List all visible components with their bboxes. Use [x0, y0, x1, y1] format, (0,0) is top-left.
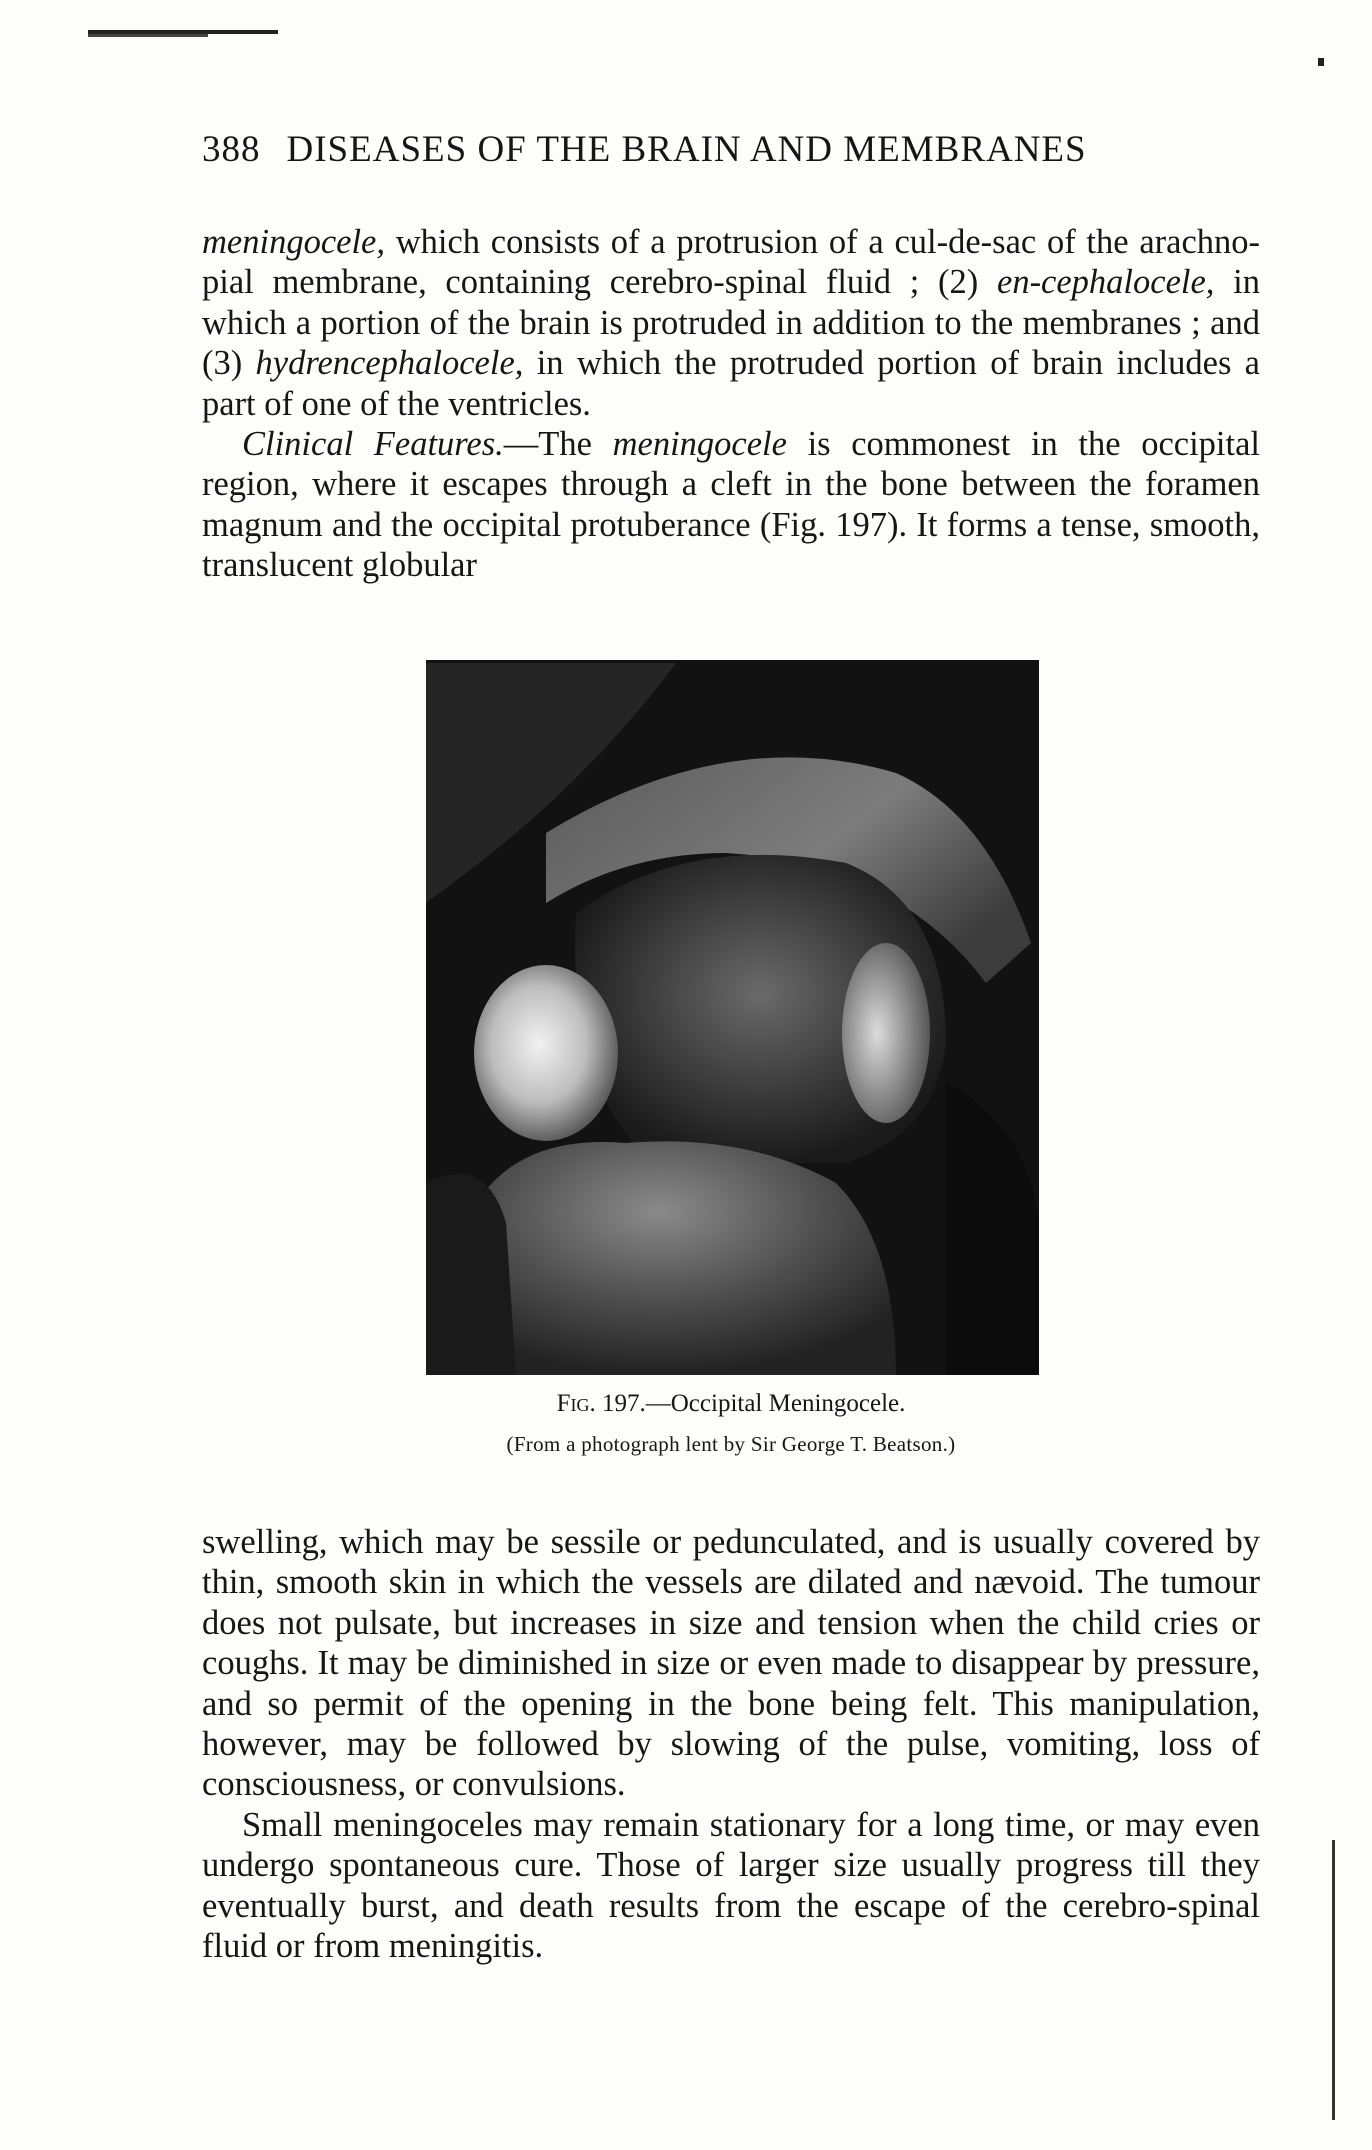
text-run: in which a portion of the brain is protruded in addition to the membranes ; and (3)	[202, 263, 1260, 383]
page-number: 388	[202, 129, 261, 170]
figure-label: Fig. 197.	[556, 1390, 646, 1417]
paragraph: Small meningoceles may remain stationary for a long time, or may even undergo spontaneous cure. Those of larger size usually progress till they eventually burst, and death results from the escape of the cerebro-spinal fluid or from meningitis.	[202, 1805, 1260, 1966]
figure-title: —Occipital Meningocele.	[645, 1390, 906, 1417]
term: meningocele	[612, 425, 787, 464]
body-text-bottom	[202, 1522, 1260, 1966]
body-text-top	[202, 222, 1260, 586]
text-run: in which the protruded portion of brain includes a part of one of the ventricles.	[202, 344, 1260, 423]
scan-mark	[88, 34, 208, 37]
term: hydrencephalocele,	[255, 344, 524, 383]
term: en-cephalocele,	[997, 263, 1215, 302]
term: meningocele,	[202, 223, 385, 261]
scan-margin-rule	[1332, 1840, 1335, 2120]
text-run: —The	[503, 425, 613, 464]
paragraph	[202, 222, 1260, 424]
running-header	[202, 128, 1260, 178]
text-run: is commonest in the occipital region, where it escapes through a cleft in the bone between the foramen magnum and the occipital protuberance (Fig. 197). It forms a tense, smooth, translucent globular	[202, 425, 1260, 585]
text-run: which consists of a protrusion of a cul-de-sac of the arachno-pial membrane, containing cerebro-spinal fluid ; (2)	[202, 223, 1260, 302]
paragraph	[202, 424, 1260, 586]
figure-credit: (From a photograph lent by Sir George T. Beatson.)	[506, 1432, 956, 1456]
section-heading: Clinical Features.	[242, 425, 504, 464]
figure-photograph	[426, 660, 1039, 1375]
paragraph: swelling, which may be sessile or pedunculated, and is usually covered by thin, smooth skin in which the vessels are dilated and nævoid. The tumour does not pulsate, but increases in size and tension when the child cries or coughs. It may be diminished in size or even made to disappear by pressure, and so permit of the opening in the bone being felt. This manipulation, however, may be followed by slowing of the pulse, vomiting, loss of consciousness, or convulsions.	[202, 1523, 1260, 1804]
scan-mark	[1318, 58, 1324, 66]
running-title: DISEASES OF THE BRAIN AND MEMBRANES	[286, 129, 1087, 170]
photo-illustration	[426, 663, 1039, 1375]
figure-caption	[202, 1390, 1260, 1418]
